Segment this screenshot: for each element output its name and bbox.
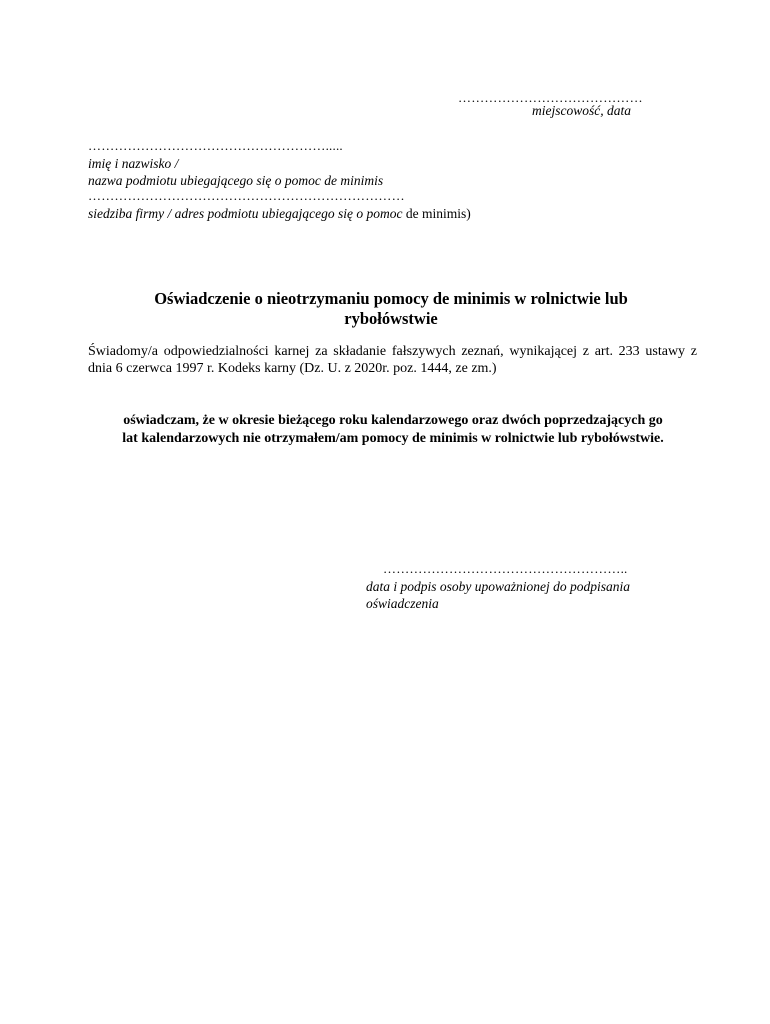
applicant-name-label: imię i nazwisko / <box>88 156 179 171</box>
declaration-statement <box>88 412 698 448</box>
applicant-entity-label: nazwa podmiotu ubiegającego się o pomoc de minimis <box>88 173 384 188</box>
applicant-address-dots: ……………………………………………………………… <box>88 188 405 203</box>
document-title <box>88 289 694 329</box>
applicant-address-label-italic: siedziba firmy / adres podmiotu ubiegającego się o pomoc <box>88 206 403 221</box>
signature-label <box>366 578 686 612</box>
signature-label-line-2: oświadczenia <box>366 596 439 611</box>
applicant-address-label <box>88 205 471 222</box>
signature-label-line-1: data i podpis osoby upoważnionej do podpisania <box>366 579 631 594</box>
place-date-dots: …………………………………… <box>458 90 643 105</box>
awareness-paragraph: Świadomy/a odpowiedzialności karnej za składanie fałszywych zeznań, wynikającej z art. 233 ustawy z dnia 6 czerwca 1997 r. Kodeks karny (Dz. U. z 2020r. poz. 1444, ze zm.) <box>88 344 697 376</box>
declaration-line-1: oświadczam, że w okresie bieżącego roku kalendarzowego oraz dwóch poprzedzających go <box>123 413 663 428</box>
applicant-name-dots: ………………………………………………..... <box>88 138 343 153</box>
declaration-line-2: lat kalendarzowych nie otrzymałem/am pomocy de minimis w rolnictwie lub rybołówstwie. <box>122 431 664 446</box>
signature-dots: ……………………………………………….. <box>383 561 628 576</box>
document-title-line-1: Oświadczenie o nieotrzymaniu pomocy de minimis w rolnictwie lub <box>154 289 628 308</box>
place-date-label: miejscowość, data <box>532 103 631 118</box>
document-title-line-2: rybołówstwie <box>344 309 438 328</box>
applicant-address-label-plain: de minimis) <box>402 206 471 221</box>
